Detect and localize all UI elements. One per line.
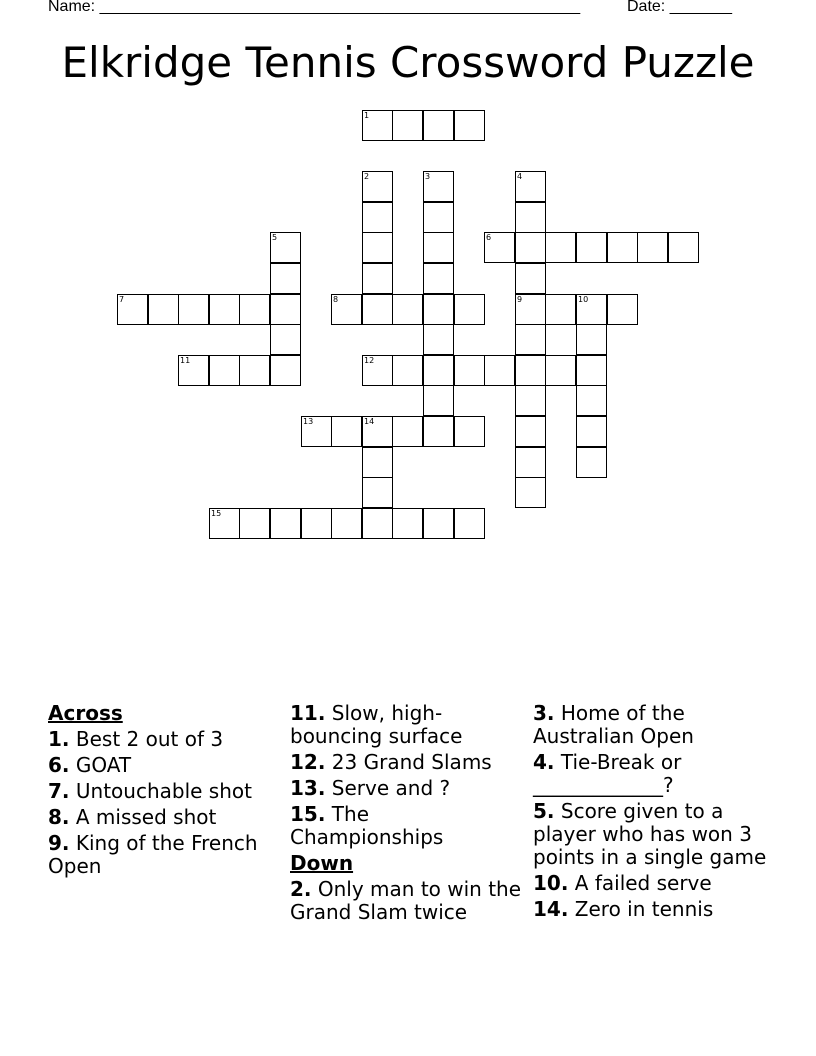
date-field: Date: _______ (627, 0, 732, 15)
clue (290, 878, 525, 924)
clue-number: 8. (48, 805, 70, 829)
clue-number: 14 (364, 417, 375, 426)
grid-cell[interactable] (392, 508, 423, 539)
grid-cell[interactable] (515, 294, 546, 325)
clue-number: 11. (290, 701, 326, 725)
clue-number: 5 (272, 233, 278, 242)
grid-cell[interactable] (270, 324, 301, 355)
grid-cell[interactable] (668, 232, 699, 263)
clue-text: Slow, high-bouncing surface (290, 701, 463, 748)
grid-cell[interactable] (209, 294, 240, 325)
clue-text: The Championships (290, 802, 444, 849)
clue-number: 5. (533, 799, 555, 823)
grid-cell[interactable] (607, 232, 638, 263)
grid-cell[interactable] (515, 202, 546, 233)
grid-cell[interactable] (301, 416, 332, 447)
grid-cell[interactable] (362, 508, 393, 539)
grid-cell[interactable] (239, 294, 270, 325)
clue-column-3 (533, 702, 773, 924)
grid-cell[interactable] (239, 508, 270, 539)
grid-cell[interactable] (362, 110, 393, 141)
grid-cell[interactable] (454, 355, 485, 386)
grid-cell[interactable] (423, 355, 454, 386)
clue-text: A missed shot (69, 805, 217, 829)
grid-cell[interactable] (515, 385, 546, 416)
clue-number: 7. (48, 779, 70, 803)
clue-number: 11 (180, 356, 191, 365)
section-heading: Across (48, 701, 123, 725)
clue-text: Only man to win the Grand Slam twice (290, 877, 522, 924)
grid-cell[interactable] (362, 232, 393, 263)
grid-cell[interactable] (515, 355, 546, 386)
grid-cell[interactable] (117, 294, 148, 325)
clue-text: Zero in tennis (568, 897, 714, 921)
grid-cell[interactable] (454, 110, 485, 141)
clue-text: Best 2 out of 3 (69, 727, 224, 751)
name-field: Name: ______________________________________________________ (48, 0, 581, 15)
clue-text: Serve and ? (325, 776, 451, 800)
grid-cell[interactable] (515, 171, 546, 202)
grid-cell[interactable] (423, 385, 454, 416)
grid-cell[interactable] (331, 508, 362, 539)
clue-number: 4 (517, 172, 523, 181)
clue (48, 780, 278, 803)
grid-cell[interactable] (515, 416, 546, 447)
grid-cell[interactable] (362, 416, 393, 447)
clue-number: 2. (290, 877, 312, 901)
clue-number: 10 (578, 295, 589, 304)
clue-number: 10. (533, 871, 569, 895)
grid-cell[interactable] (362, 263, 393, 294)
clue-text: GOAT (69, 753, 132, 777)
clue (290, 803, 525, 849)
grid-cell[interactable] (454, 416, 485, 447)
grid-cell[interactable] (545, 294, 576, 325)
grid-cell[interactable] (362, 171, 393, 202)
clue-text: Tie-Break or _____________? (533, 750, 682, 797)
grid-cell[interactable] (239, 355, 270, 386)
clue-number: 12. (290, 750, 326, 774)
grid-cell[interactable] (576, 324, 607, 355)
grid-cell[interactable] (270, 508, 301, 539)
grid-cell[interactable] (209, 355, 240, 386)
grid-cell[interactable] (576, 447, 607, 478)
grid-cell[interactable] (178, 355, 209, 386)
clue-number: 6. (48, 753, 70, 777)
grid-cell[interactable] (515, 263, 546, 294)
grid-cell[interactable] (454, 294, 485, 325)
grid-cell[interactable] (392, 294, 423, 325)
grid-cell[interactable] (423, 171, 454, 202)
clue-column-2 (290, 702, 525, 927)
clue-text: 23 Grand Slams (325, 750, 492, 774)
clue-number: 1. (48, 727, 70, 751)
grid-cell[interactable] (484, 232, 515, 263)
clue-number: 13. (290, 776, 326, 800)
grid-cell[interactable] (515, 447, 546, 478)
grid-cell[interactable] (515, 324, 546, 355)
grid-cell[interactable] (423, 232, 454, 263)
grid-cell[interactable] (576, 232, 607, 263)
grid-cell[interactable] (576, 355, 607, 386)
clue (48, 754, 278, 777)
grid-cell[interactable] (423, 202, 454, 233)
grid-cell[interactable] (270, 294, 301, 325)
clue (290, 777, 525, 800)
grid-cell[interactable] (423, 508, 454, 539)
grid-cell[interactable] (576, 385, 607, 416)
grid-cell[interactable] (270, 263, 301, 294)
clue (533, 751, 773, 797)
grid-cell[interactable] (423, 416, 454, 447)
clue-number: 4. (533, 750, 555, 774)
section-heading: Down (290, 851, 354, 875)
grid-cell[interactable] (270, 355, 301, 386)
clue-number: 13 (303, 417, 314, 426)
clue-text: Home of the Australian Open (533, 701, 694, 748)
grid-cell[interactable] (515, 232, 546, 263)
clue-number: 7 (119, 295, 125, 304)
clue-number: 9. (48, 831, 70, 855)
clue (533, 872, 773, 895)
clue-number: 9 (517, 295, 523, 304)
grid-cell[interactable] (362, 202, 393, 233)
clue (533, 800, 773, 869)
clue-number: 8 (333, 295, 339, 304)
grid-cell[interactable] (423, 110, 454, 141)
grid-cell[interactable] (515, 477, 546, 508)
grid-cell[interactable] (331, 416, 362, 447)
grid-cell[interactable] (545, 355, 576, 386)
clue-number: 15 (211, 509, 222, 518)
grid-cell[interactable] (545, 232, 576, 263)
grid-cell[interactable] (392, 110, 423, 141)
clue (533, 898, 773, 921)
clue (48, 806, 278, 829)
clue-text: King of the French Open (48, 831, 258, 878)
grid-cell[interactable] (331, 294, 362, 325)
grid-cell[interactable] (637, 232, 668, 263)
clue-number: 12 (364, 356, 375, 365)
clue-number: 14. (533, 897, 569, 921)
clue-number: 6 (486, 233, 492, 242)
clue (533, 702, 773, 748)
grid-cell[interactable] (423, 324, 454, 355)
clue-text: A failed serve (568, 871, 712, 895)
clue-column-1 (48, 702, 278, 881)
clue-number: 3. (533, 701, 555, 725)
clue (48, 728, 278, 751)
grid-cell[interactable] (392, 355, 423, 386)
grid-cell[interactable] (301, 508, 332, 539)
grid-cell[interactable] (454, 508, 485, 539)
clue-number: 1 (364, 111, 370, 120)
page-title: Elkridge Tennis Crossword Puzzle (61, 38, 755, 87)
grid-cell[interactable] (576, 416, 607, 447)
clue-number: 2 (364, 172, 370, 181)
clue-text: Score given to a player who has won 3 points in a single game (533, 799, 767, 869)
grid-cell[interactable] (362, 294, 393, 325)
grid-cell[interactable] (362, 355, 393, 386)
grid-cell[interactable] (362, 447, 393, 478)
grid-cell[interactable] (423, 294, 454, 325)
clue (290, 751, 525, 774)
grid-cell[interactable] (270, 232, 301, 263)
clue-text: Untouchable shot (69, 779, 252, 803)
grid-cell[interactable] (484, 355, 515, 386)
grid-cell[interactable] (209, 508, 240, 539)
grid-cell[interactable] (392, 416, 423, 447)
grid-cell[interactable] (423, 263, 454, 294)
grid-cell[interactable] (178, 294, 209, 325)
clue (290, 702, 525, 748)
grid-cell[interactable] (607, 294, 638, 325)
clue-number: 15. (290, 802, 326, 826)
grid-cell[interactable] (362, 477, 393, 508)
grid-cell[interactable] (576, 294, 607, 325)
grid-cell[interactable] (148, 294, 179, 325)
clue-number: 3 (425, 172, 431, 181)
clue (48, 832, 278, 878)
